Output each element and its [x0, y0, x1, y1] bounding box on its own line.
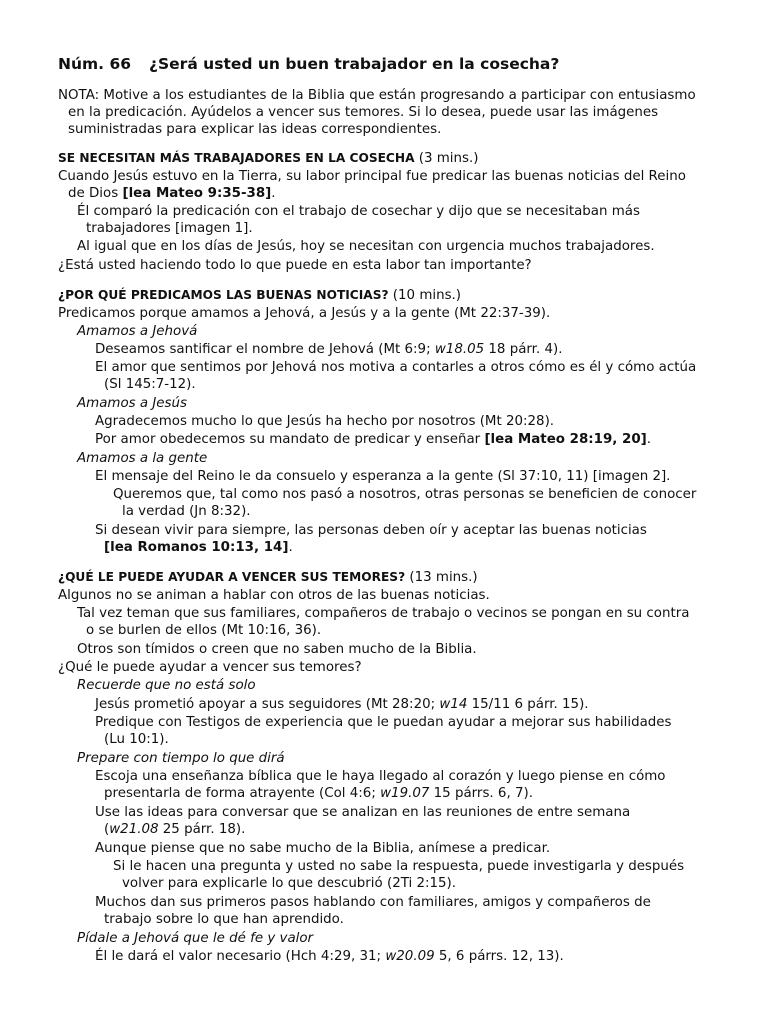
subheading: Recuerde que no está solo	[77, 678, 256, 693]
s1-line: Él comparó la predicación con el trabajo de cosechar y dijo que se necesitaban más	[77, 204, 640, 219]
s3-line: o se burlen de ellos (Mt 10:16, 36).	[86, 623, 322, 638]
s2-line: Si desean vivir para siempre, las personas deben oír y aceptar las buenas noticias	[95, 523, 647, 538]
s2-line: Predicamos porque amamos a Jehová, a Jesús y a la gente (Mt 22:37-39).	[58, 306, 551, 321]
s1-line: Al igual que en los días de Jesús, hoy se necesitan con urgencia muchos trabajadores.	[77, 239, 655, 254]
subheading: Amamos a la gente	[77, 451, 208, 466]
s2-line: Agradecemos mucho lo que Jesús ha hecho por nosotros (Mt 20:28).	[95, 414, 555, 429]
s2-line: Queremos que, tal como nos pasó a nosotros, otras personas se beneficien de conocer	[113, 487, 697, 502]
s1-line: de Dios [lea Mateo 9:35-38].	[68, 186, 276, 201]
s3-line: trabajo sobre lo que han aprendido.	[104, 912, 344, 927]
s3-line: Use las ideas para conversar que se analizan en las reuniones de entre semana	[95, 805, 631, 820]
title-text: ¿Será usted un buen trabajador en la cosecha?	[149, 55, 560, 73]
s3-line: ¿Qué le puede ayudar a vencer sus temores?	[58, 660, 362, 675]
s3-line: (w21.08 25 párr. 18).	[104, 822, 246, 837]
subheading: Amamos a Jehová	[77, 324, 198, 339]
nota-line-3: suministradas para explicar las ideas correspondientes.	[68, 122, 442, 137]
s2-line: (Sl 145:7-12).	[104, 377, 196, 392]
s3-line: presentarla de forma atrayente (Col 4:6; w19.07 15 párrs. 6, 7).	[104, 786, 533, 801]
section-heading-1: SE NECESITAN MÁS TRABAJADORES EN LA COSECHA (3 mins.)	[58, 151, 479, 166]
s3-line: Él le dará el valor necesario (Hch 4:29, 31; w20.09 5, 6 párrs. 12, 13).	[95, 949, 564, 964]
s1-line: ¿Está usted haciendo todo lo que puede en esta labor tan importante?	[58, 258, 532, 273]
s3-line: Jesús prometió apoyar a sus seguidores (Mt 28:20; w14 15/11 6 párr. 15).	[95, 697, 589, 712]
s1-line: trabajadores [imagen 1].	[86, 221, 253, 236]
subheading: Amamos a Jesús	[77, 396, 187, 411]
s2-line: Por amor obedecemos su mandato de predicar y enseñar [lea Mateo 28:19, 20].	[95, 432, 652, 447]
s3-line: Si le hacen una pregunta y usted no sabe la respuesta, puede investigarla y después	[113, 859, 685, 874]
s3-line: Tal vez teman que sus familiares, compañeros de trabajo o vecinos se pongan en su contra	[77, 606, 690, 621]
scripture-reference: [lea Mateo 28:19, 20]	[484, 432, 647, 447]
title-number: Núm. 66	[58, 55, 132, 73]
s2-line: la verdad (Jn 8:32).	[122, 504, 251, 519]
s2-line: El mensaje del Reino le da consuelo y esperanza a la gente (Sl 37:10, 11) [imagen 2].	[95, 469, 671, 484]
subheading: Prepare con tiempo lo que dirá	[77, 751, 285, 766]
scripture-reference: [lea Mateo 9:35-38]	[122, 186, 272, 201]
section-heading-2: ¿POR QUÉ PREDICAMOS LAS BUENAS NOTICIAS? (10 mins.)	[58, 288, 462, 303]
scripture-reference: [lea Romanos 10:13, 14]	[104, 540, 289, 555]
s3-line: Otros son tímidos o creen que no saben mucho de la Biblia.	[77, 642, 477, 657]
s3-line: volver para explicarle lo que descubrió (2Ti 2:15).	[122, 876, 457, 891]
s3-line: Muchos dan sus primeros pasos hablando con familiares, amigos y compañeros de	[95, 895, 651, 910]
s3-line: Predique con Testigos de experiencia que le puedan ayudar a mejorar sus habilidades	[95, 715, 672, 730]
nota-line-1: NOTA: Motive a los estudiantes de la Biblia que están progresando a participar con entusiasmo	[58, 88, 696, 103]
s3-line: Aunque piense que no sabe mucho de la Biblia, anímese a predicar.	[95, 841, 551, 856]
s2-line: [lea Romanos 10:13, 14].	[104, 540, 293, 555]
s2-line: El amor que sentimos por Jehová nos motiva a contarles a otros cómo es él y cómo actúa	[95, 360, 697, 375]
section-heading-3: ¿QUÉ LE PUEDE AYUDAR A VENCER SUS TEMORES? (13 mins.)	[58, 570, 478, 585]
nota-line-2: en la predicación. Ayúdelos a vencer sus temores. Si lo desea, puede usar las imágenes	[68, 105, 659, 120]
subheading: Pídale a Jehová que le dé fe y valor	[77, 931, 314, 946]
page-title	[58, 55, 559, 73]
s3-line: (Lu 10:1).	[104, 732, 169, 747]
s3-line: Escoja una enseñanza bíblica que le haya llegado al corazón y luego piense en cómo	[95, 769, 666, 784]
s2-line: Deseamos santificar el nombre de Jehová (Mt 6:9; w18.05 18 párr. 4).	[95, 342, 563, 357]
s1-line: Cuando Jesús estuvo en la Tierra, su labor principal fue predicar las buenas noticias del Reino	[58, 169, 686, 184]
s3-line: Algunos no se animan a hablar con otros de las buenas noticias.	[58, 588, 490, 603]
